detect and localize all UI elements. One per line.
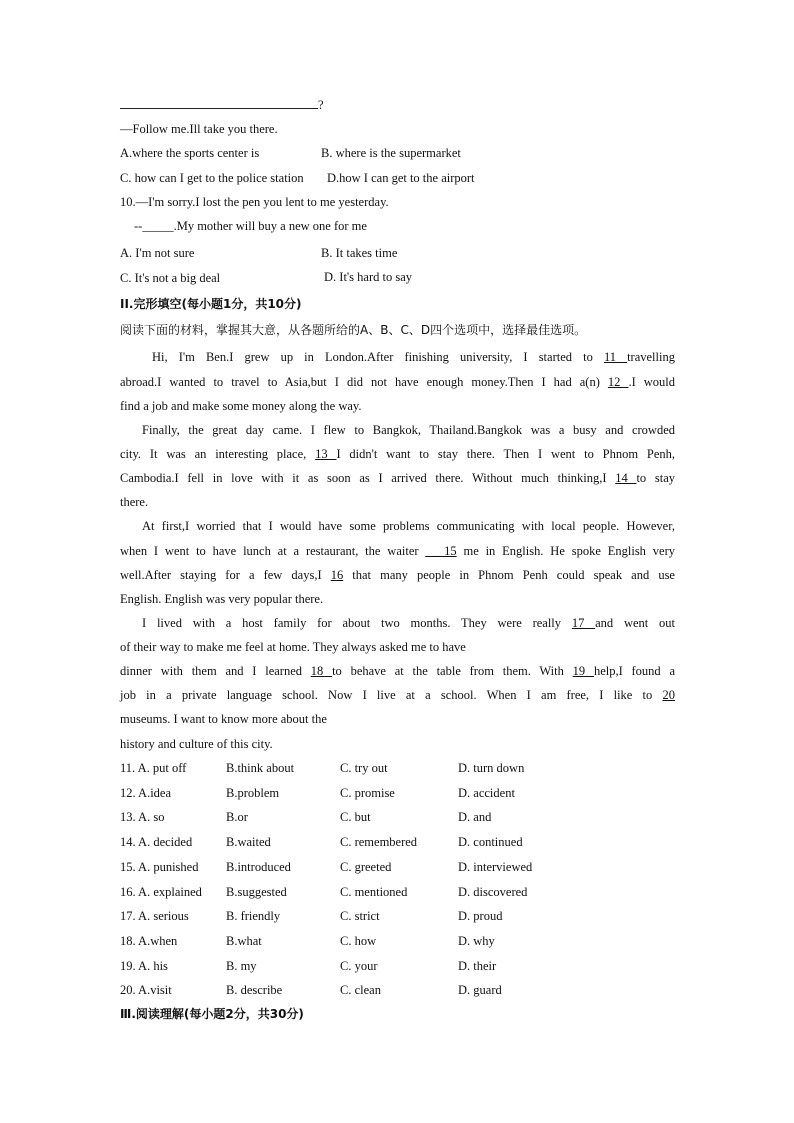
choice-option-a: 20. A.visit [120, 983, 172, 997]
choice-option-d: D. interviewed [458, 860, 533, 874]
choice-option-b: B.introduced [226, 860, 291, 874]
blank-19: 19 [572, 664, 594, 678]
passage-line: abroad.I wanted to travel to Asia,but I did not have enough money.Then I had a(n) 12 .I would [120, 375, 676, 389]
choice-option-d: D. why [458, 934, 495, 948]
choice-option-d: D. continued [458, 835, 523, 849]
q9-option-b: B. where is the supermarket [321, 146, 461, 160]
choice-option-c: C. your [340, 959, 378, 973]
choice-option-b: B.problem [226, 786, 280, 800]
choice-option-a: 13. A. so [120, 810, 165, 824]
q9-option-d: D.how I can get to the airport [327, 171, 475, 185]
passage-line: well.After staying for a few days,I 16 that many people in Phnom Penh could speak and use [120, 568, 675, 582]
choice-option-d: D. guard [458, 983, 502, 997]
passage-line: find a job and make some money along the way. [120, 399, 362, 413]
passage-line: of their way to make me feel at home. They always asked me to have [120, 640, 466, 654]
blank-20: 20 [662, 688, 675, 702]
section3-title: Ⅲ.阅读理解(每小题2分，共30分) [120, 1007, 304, 1021]
passage-line: museums. I want to know more about the [120, 712, 327, 726]
choice-option-a: 15. A. punished [120, 860, 199, 874]
choice-option-a: 11. A. put off [120, 761, 187, 775]
choice-option-d: D. turn down [458, 761, 525, 775]
choice-option-c: C. mentioned [340, 885, 408, 899]
blank-14: 14 [615, 471, 637, 485]
passage-line: job in a private language school. Now I live at a school. When I am free, I like to 20 [120, 688, 675, 702]
choice-option-c: C. remembered [340, 835, 418, 849]
choice-option-b: B.think about [226, 761, 295, 775]
choice-option-a: 18. A.when [120, 934, 178, 948]
choice-option-d: D. proud [458, 909, 503, 923]
choice-option-a: 14. A. decided [120, 835, 193, 849]
passage-line: city. It was an interesting place, 13 I didn't want to stay there. Then I went to Phnom Penh, [120, 447, 676, 461]
choice-option-c: C. but [340, 810, 371, 824]
choice-option-c: C. greeted [340, 860, 392, 874]
choice-option-a: 12. A.idea [120, 786, 172, 800]
q10-stem: 10.—I'm sorry.I lost the pen you lent to me yesterday. [120, 195, 389, 209]
q9-stem-line: ? [120, 96, 324, 113]
choice-option-b: B. friendly [226, 909, 281, 923]
choice-option-b: B. my [226, 959, 257, 973]
choice-option-b: B.or [226, 810, 248, 824]
q9-reply: —Follow me.Ill take you there. [120, 122, 278, 136]
passage-line: there. [120, 495, 149, 509]
passage-line: when I went to have lunch at a restaurant, the waiter ___15 me in English. He spoke English very [120, 544, 675, 558]
passage-line: English. English was very popular there. [120, 592, 324, 606]
passage-line: I lived with a host family for about two months. They were really 17 and went out [142, 616, 676, 630]
choice-option-d: D. and [458, 810, 492, 824]
choice-option-c: C. promise [340, 786, 395, 800]
blank-12: 12 [607, 375, 629, 389]
q10-option-a: A. I'm not sure [120, 246, 195, 260]
q9-option-c: C. how can I get to the police station [120, 171, 304, 185]
passage-line: dinner with them and I learned 18 to behave at the table from them. With 19 help,I found a [120, 664, 676, 678]
choice-option-b: B.suggested [226, 885, 287, 899]
passage-line: At first,I worried that I would have some problems communicating with local people. However, [142, 519, 675, 533]
choice-option-c: C. try out [340, 761, 388, 775]
passage-line: Hi, I'm Ben.I grew up in London.After finishing university, I started to 11 travelling [152, 350, 675, 364]
answer-blank [120, 96, 318, 109]
blank-13: 13 [315, 447, 337, 461]
passage-line: Finally, the great day came. I flew to Bangkok, Thailand.Bangkok was a busy and crowded [142, 423, 675, 437]
choice-option-b: B.what [226, 934, 262, 948]
choice-option-a: 19. A. his [120, 959, 168, 973]
choice-option-d: D. their [458, 959, 497, 973]
choice-option-d: D. accident [458, 786, 515, 800]
q9-option-a: A.where the sports center is [120, 146, 260, 160]
blank-16: 16 [330, 568, 344, 582]
choice-option-a: 16. A. explained [120, 885, 202, 899]
section2-title: II.完形填空(每小题1分，共10分) [120, 297, 302, 311]
choice-option-c: C. clean [340, 983, 381, 997]
blank-18: 18 [310, 664, 333, 678]
choice-option-a: 17. A. serious [120, 909, 189, 923]
section2-instruction: 阅读下面的材料，掌握其大意，从各题所给的A、B、C、D四个选项中，选择最佳选项。 [120, 323, 587, 337]
choice-option-d: D. discovered [458, 885, 528, 899]
passage-line: history and culture of this city. [120, 737, 273, 751]
blank-11: 11 [603, 350, 628, 364]
choice-option-b: B. describe [226, 983, 283, 997]
choice-option-c: C. how [340, 934, 377, 948]
passage-line: Cambodia.I fell in love with it as soon as I arrived there. Without much thinking,I 14 to stay [120, 471, 676, 485]
q10-option-b: B. It takes time [321, 246, 398, 260]
blank-15: ___15 [425, 544, 457, 558]
blank-17: 17 [571, 616, 596, 630]
choice-option-c: C. strict [340, 909, 380, 923]
q10-reply: --_____.My mother will buy a new one for me [134, 219, 367, 233]
q10-option-d: D. It's hard to say [324, 270, 413, 284]
q10-option-c: C. It's not a big deal [120, 271, 221, 285]
choice-option-b: B.waited [226, 835, 271, 849]
